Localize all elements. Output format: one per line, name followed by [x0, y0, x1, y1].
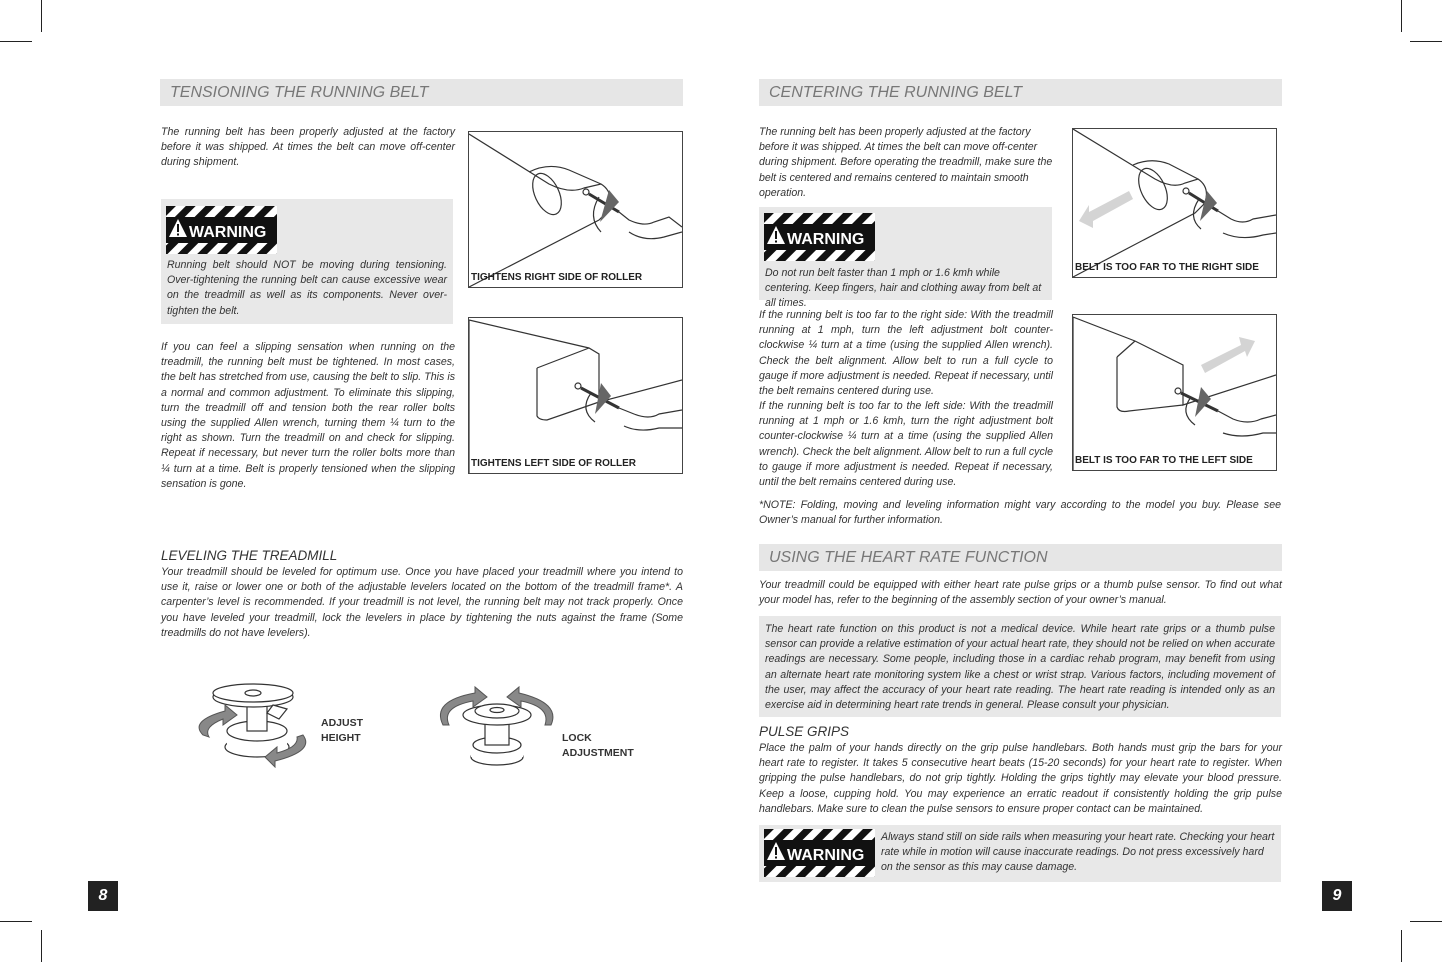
figure-caption: TIGHTENS LEFT SIDE OF ROLLER [471, 458, 636, 469]
lock-label-line1: LOCK [562, 732, 592, 744]
warning-label: WARNING [787, 231, 865, 248]
adjust-height-label [321, 716, 363, 746]
roller-diagram [469, 318, 682, 473]
pulse-warning-text: Always stand still on side rails when measuring your heart rate. Checking your heart rate while in motion will cause inaccurate readings. Do not press excessively hard on the sensor as this may cause damage. [881, 831, 1275, 874]
warning-badge [764, 829, 875, 877]
leveling-title: LEVELING THE TREADMILL [161, 548, 338, 563]
warning-label: WARNING [189, 224, 267, 241]
figure-tightens-right [468, 131, 683, 288]
figure-caption: BELT IS TOO FAR TO THE RIGHT SIDE [1075, 262, 1259, 273]
leveler-adjust-height-illustration [195, 683, 320, 768]
figure-caption: BELT IS TOO FAR TO THE LEFT SIDE [1075, 455, 1253, 466]
figure-tightens-left [468, 317, 683, 474]
heart-rate-title: USING THE HEART RATE FUNCTION [759, 544, 1282, 571]
centering-intro: The running belt has been properly adjusted at the factory before it was shipped. At times the belt can move off-center during shipment. Before operating the treadmill, make sure the belt is centered and remains centered to maintain smooth operation. [759, 126, 1053, 199]
centering-body-right-side: If the running belt is too far to the right side: With the treadmill running at 1 mph, turn the left adjustment bolt counter-clockwise ¼ turn at a time (using the supplied Allen wrench). Check the belt alignment. Allow belt to run a full cycle to gauge if more adjustment is needed. Repeat if necessary, until the belt remains centered during use. [759, 309, 1053, 398]
centering-title: CENTERING THE RUNNING BELT [759, 79, 1282, 106]
adjust-label-line1: ADJUST [321, 717, 364, 729]
crop-mark [1410, 921, 1442, 922]
centering-warning-text: Do not run belt faster than 1 mph or 1.6 kmh while centering. Keep fingers, hair and clothing away from belt at all times. [765, 267, 1042, 310]
leveler-lock-adjustment-illustration [435, 685, 560, 770]
warning-badge [764, 213, 875, 261]
pulse-grips-title: PULSE GRIPS [759, 724, 850, 739]
page-number-right: 9 [1322, 881, 1352, 911]
tensioning-body: If you can feel a slipping sensation when running on the treadmill, the running belt must be tightened. In most cases, the belt has stretched from use, causing the belt to slip. This is a normal and common adjustment. To eliminate this slipping, turn the treadmill off and tension both the rear roller bolts using the supplied Allen wrench, turning them ¼ turn to the right as shown. Turn the treadmill on and check for slipping. Repeat if necessary, but never turn the roller bolts more than ¼ turn at a time. Belt is properly tensioned when the slipping sensation is gone. [161, 341, 455, 490]
roller-diagram [469, 132, 682, 287]
tensioning-title: TENSIONING THE RUNNING BELT [160, 79, 683, 106]
adjust-label-line2: HEIGHT [321, 732, 361, 744]
leveling-body: Your treadmill should be leveled for optimum use. Once you have placed your treadmill where you intend to use it, raise or lower one or both of the adjustable levelers located on the bottom of the treadmill frame*. A carpenter’s level is recommended. If your treadmill is not level, the running belt may not track properly. Once you have leveled your treadmill, lock the levelers in place by tightening the nuts against the frame (Some treadmills do not have levelers). [161, 566, 683, 639]
crop-mark [0, 41, 32, 42]
crop-mark [41, 930, 42, 962]
figure-belt-too-far-left [1072, 314, 1277, 471]
roller-diagram [1073, 315, 1276, 470]
figure-belt-too-far-right [1072, 128, 1277, 278]
heart-rate-disclaimer: The heart rate function on this product is not a medical device. While heart rate grips or a thumb pulse sensor can provide a relative estimation of your actual heart rate, they should not be relied on when accurate readings are necessary. Some people, including those in a cardiac rehab program, may benefit from using an alternate heart rate monitoring system like a chest or wrist strap. Various factors, including movement of the user, may affect the accuracy of your heart rate reading. The heart rate reading is intended only as an exercise aid in determining heart rate trends in general. Please consult your physician. [765, 623, 1275, 712]
tensioning-intro: The running belt has been properly adjusted at the factory before it was shipped. At times the belt can move off-center during shipment. [161, 126, 455, 169]
crop-mark [41, 0, 42, 32]
folding-note: *NOTE: Folding, moving and leveling information might vary according to the model you buy. Please see Owner’s manual for further information. [759, 499, 1281, 527]
crop-mark [1401, 930, 1402, 962]
warning-label: WARNING [787, 847, 865, 864]
crop-mark [1410, 41, 1442, 42]
centering-body-left-side: If the running belt is too far to the left side: With the treadmill running at 1 mph or 1.6 kmh, turn the right adjustment bolt counter-clockwise ¼ turn at a time (using the supplied Allen wrench). Check the belt alignment. Allow belt to run a full cycle to gauge if more adjustment is needed. Repeat if necessary, until the belt remains centered during use. [759, 400, 1053, 489]
heart-rate-intro: Your treadmill could be equipped with either heart rate pulse grips or a thumb pulse sensor. To find out what your model has, refer to the beginning of the assembly section of your owner’s manual. [759, 579, 1282, 607]
crop-mark [1401, 0, 1402, 32]
roller-diagram [1073, 129, 1276, 277]
page-number-left: 8 [88, 881, 118, 911]
tensioning-warning-text: Running belt should NOT be moving during tensioning. Over-tightening the running belt can cause excessive wear on the treadmill as well as its components. Never over-tighten the belt. [167, 259, 447, 317]
lock-adjustment-label [562, 731, 634, 761]
warning-badge [166, 206, 277, 254]
crop-mark [0, 921, 32, 922]
lock-label-line2: ADJUSTMENT [562, 747, 634, 759]
pulse-grips-body: Place the palm of your hands directly on the grip pulse handlebars. Both hands must grip the bars for your heart rate to register. It takes 5 consecutive heart beats (15-20 seconds) for your heart rate to register. When gripping the pulse handlebars, do not grip tightly. Holding the grips tightly may elevate your blood pressure. Keep a loose, cupping hold. You may experience an erratic readout if consistently holding the grip pulse handlebars. Make sure to clean the pulse sensors to ensure proper contact can be maintained. [759, 742, 1282, 815]
figure-caption: TIGHTENS RIGHT SIDE OF ROLLER [471, 272, 643, 283]
